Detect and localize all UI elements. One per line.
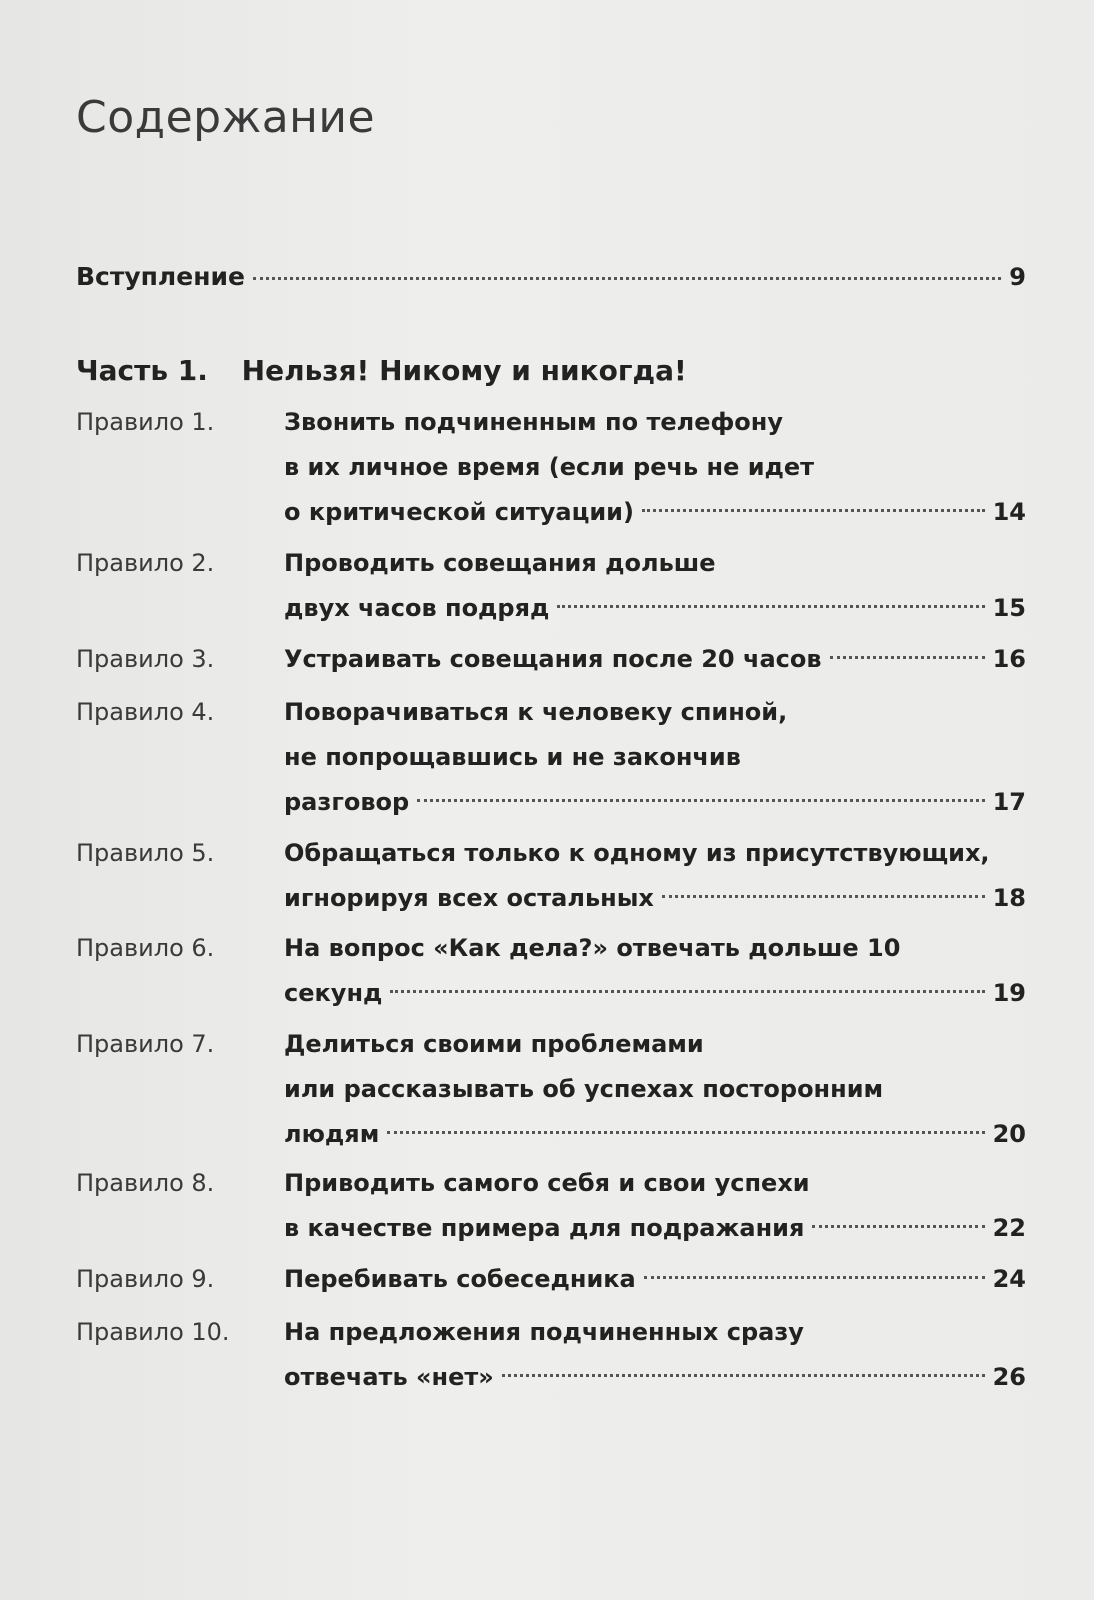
- rule-last-line: [284, 1112, 1026, 1157]
- part-number: Часть 1.: [76, 354, 208, 387]
- toc-page-number: 17: [992, 788, 1026, 816]
- rule-label: Правило 8.: [76, 1169, 215, 1197]
- rule-last-line: [284, 586, 1026, 631]
- toc-entry-rule-5: [76, 831, 1026, 921]
- toc-page-number: 22: [992, 1214, 1026, 1242]
- rule-last-line: [284, 1206, 1026, 1251]
- rule-title: [284, 637, 1026, 682]
- rule-label: Правило 10.: [76, 1318, 230, 1346]
- dot-leader: [502, 1374, 985, 1377]
- toc-entry-rule-2: [76, 541, 1026, 631]
- rule-title: [284, 1310, 1026, 1400]
- toc-entry-rule-1: [76, 400, 1026, 535]
- rule-last-line: [284, 490, 1026, 535]
- dot-leader: [644, 1276, 985, 1279]
- toc-page-number: 14: [992, 498, 1026, 526]
- rule-line: в их личное время (если речь не идет: [284, 453, 815, 481]
- rule-last-line: [284, 876, 1026, 921]
- rule-last-line: [284, 971, 1026, 1016]
- rule-line: Перебивать собеседника: [284, 1265, 636, 1293]
- toc-entry-rule-10: [76, 1310, 1026, 1400]
- rule-line: Делиться своими проблемами: [284, 1030, 704, 1058]
- toc-entry-rule-6: [76, 926, 1026, 1016]
- toc-page-number: 18: [992, 884, 1026, 912]
- rule-line: Приводить самого себя и свои успехи: [284, 1169, 810, 1197]
- rule-line: о критической ситуации): [284, 498, 634, 526]
- rule-line: игнорируя всех остальных: [284, 884, 654, 912]
- toc-page-number: 9: [1009, 263, 1026, 291]
- toc-entry-rule-7: [76, 1022, 1026, 1157]
- part-title: Нельзя! Никому и никогда!: [241, 354, 687, 387]
- rule-title: [284, 831, 1026, 921]
- rule-line: двух часов подряд: [284, 594, 550, 622]
- toc-page-number: 15: [992, 594, 1026, 622]
- rule-title: [284, 1257, 1026, 1302]
- rule-label: Правило 4.: [76, 698, 215, 726]
- dot-leader: [642, 509, 985, 512]
- dot-leader: [253, 277, 1001, 280]
- dot-leader: [390, 990, 984, 993]
- rule-last-line: [284, 780, 1026, 825]
- toc-entry-rule-4: [76, 690, 1026, 825]
- page-title: Содержание: [76, 92, 376, 143]
- rule-title: [284, 400, 1026, 535]
- rule-line: На вопрос «Как дела?» отвечать дольше 10: [284, 934, 901, 962]
- rule-title: [284, 690, 1026, 825]
- rule-title: [284, 1161, 1026, 1251]
- toc-entry-intro: [76, 262, 1026, 291]
- rule-line: Звонить подчиненным по телефону: [284, 408, 784, 436]
- rule-line: разговор: [284, 788, 410, 816]
- part-heading: [76, 354, 687, 387]
- rule-last-line: [284, 1257, 1026, 1302]
- rule-line: Обращаться только к одному из присутствующих,: [284, 839, 990, 867]
- rule-label: Правило 3.: [76, 645, 215, 673]
- rule-label: Правило 7.: [76, 1030, 215, 1058]
- rule-last-line: [284, 637, 1026, 682]
- rule-label: Правило 2.: [76, 549, 215, 577]
- rule-line: Проводить совещания дольше: [284, 549, 716, 577]
- toc-entry-rule-8: [76, 1161, 1026, 1251]
- dot-leader: [387, 1131, 984, 1134]
- toc-page-number: 26: [992, 1363, 1026, 1391]
- toc-page-number: 16: [992, 645, 1026, 673]
- dot-leader: [417, 799, 984, 802]
- rule-title: [284, 541, 1026, 631]
- rule-line: отвечать «нет»: [284, 1363, 494, 1391]
- rule-line: Поворачиваться к человеку спиной,: [284, 698, 788, 726]
- rule-line: не попрощавшись и не закончив: [284, 743, 741, 771]
- dot-leader: [830, 656, 985, 659]
- rule-line: в качестве примера для подражания: [284, 1214, 805, 1242]
- rule-line: На предложения подчиненных сразу: [284, 1318, 804, 1346]
- rule-last-line: [284, 1355, 1026, 1400]
- rule-line: секунд: [284, 979, 383, 1007]
- rule-line: людям: [284, 1120, 380, 1148]
- rule-title: [284, 1022, 1026, 1157]
- rule-label: Правило 1.: [76, 408, 215, 436]
- dot-leader: [662, 895, 985, 898]
- toc-page-number: 19: [992, 979, 1026, 1007]
- rule-line: Устраивать совещания после 20 часов: [284, 645, 822, 673]
- toc-entry-label: Вступление: [76, 262, 245, 291]
- toc-entry-rule-3: [76, 637, 1026, 682]
- rule-title: [284, 926, 1026, 1016]
- rule-line: или рассказывать об успехах посторонним: [284, 1075, 884, 1103]
- rule-label: Правило 5.: [76, 839, 215, 867]
- toc-page-number: 20: [992, 1120, 1026, 1148]
- rule-label: Правило 6.: [76, 934, 215, 962]
- toc-page-number: 24: [992, 1265, 1026, 1293]
- dot-leader: [557, 605, 984, 608]
- dot-leader: [812, 1225, 984, 1228]
- rule-label: Правило 9.: [76, 1265, 215, 1293]
- toc-entry-rule-9: [76, 1257, 1026, 1302]
